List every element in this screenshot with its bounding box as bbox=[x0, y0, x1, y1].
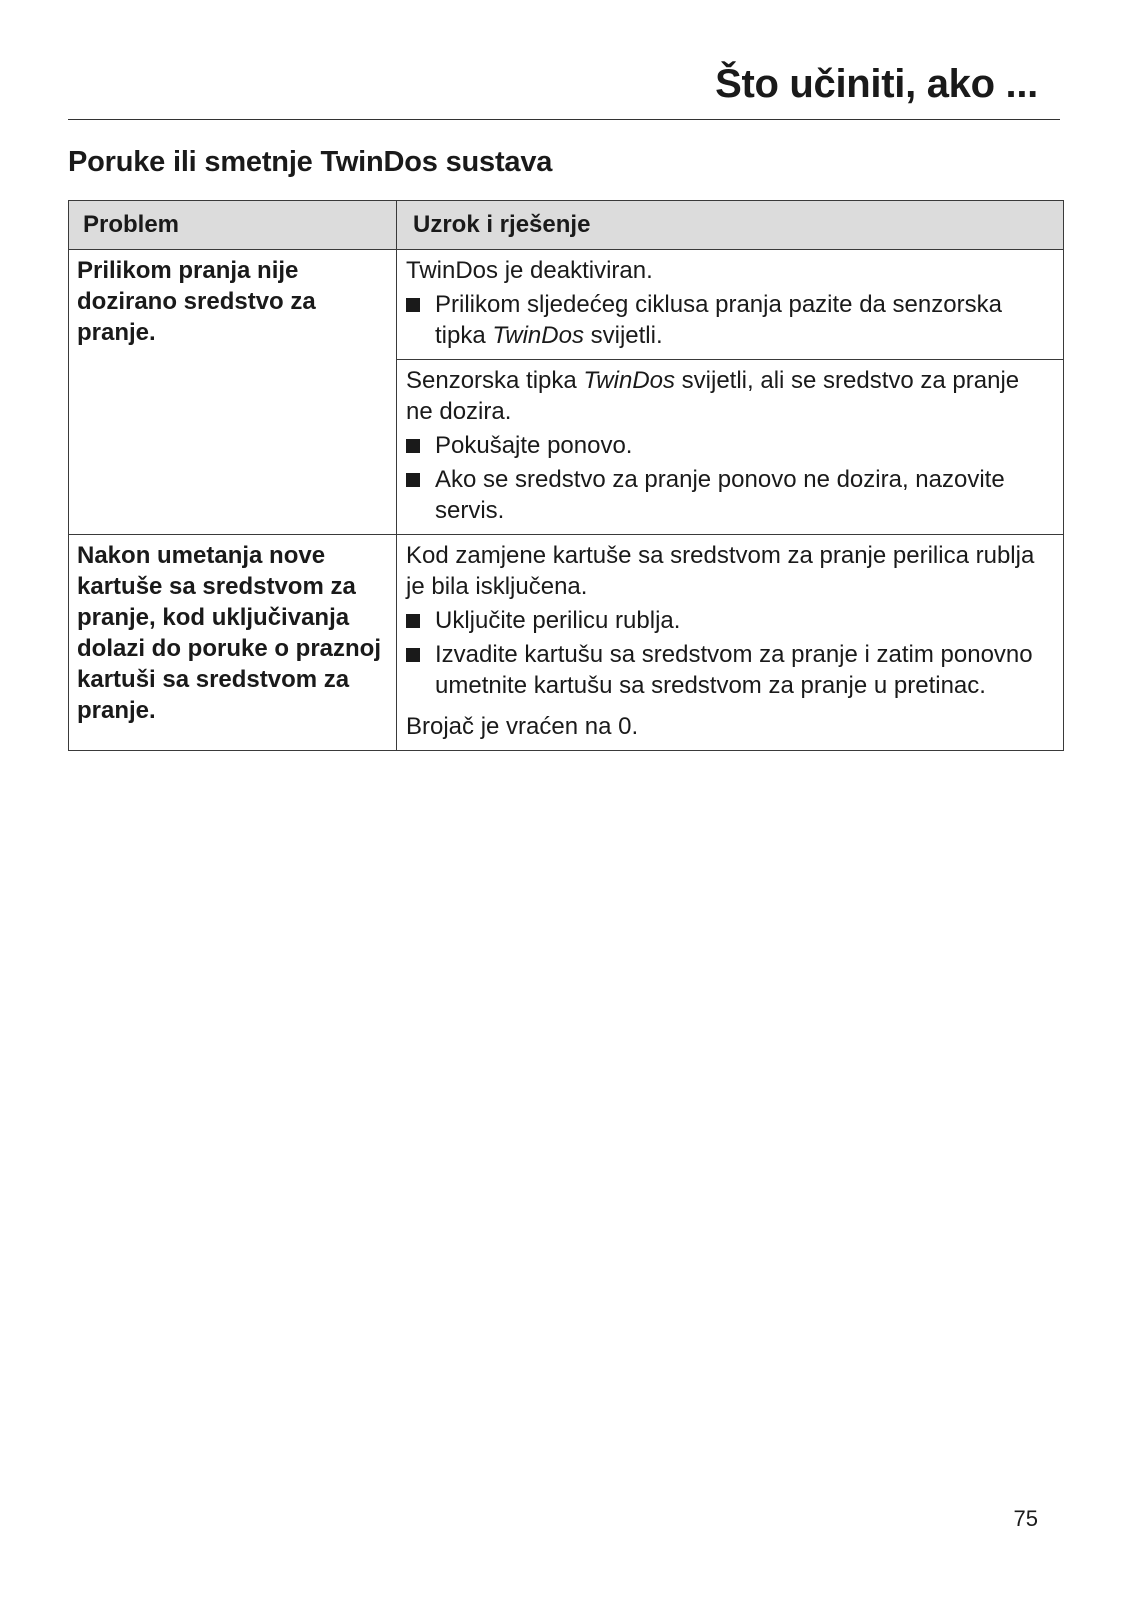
cause-text-after: svijetli, ali se sredstvo za pranje ne dozira. bbox=[406, 367, 1020, 425]
header-problem: Problem bbox=[69, 201, 397, 250]
square-bullet-icon bbox=[406, 614, 420, 628]
action-text-before: Prilikom sljedećeg ciklusa pranja pazite da senzorska tipka bbox=[435, 291, 1002, 349]
action-list bbox=[406, 430, 1051, 526]
action-item bbox=[406, 430, 1051, 461]
action-text: Izvadite kartušu sa sredstvom za pranje i zatim ponovno umetnite kartušu sa sredstvom za pranje u pretinac. bbox=[435, 641, 1033, 699]
cause-text-before: Senzorska tipka bbox=[406, 367, 584, 394]
header-divider bbox=[68, 119, 1060, 120]
page-number: 75 bbox=[1013, 1506, 1038, 1531]
cause-text bbox=[406, 365, 1051, 427]
table-header-row bbox=[69, 201, 1064, 250]
cause-text: TwinDos je deaktiviran. bbox=[406, 257, 653, 284]
action-text: Ako se sredstvo za pranje ponovo ne dozira, nazovite servis. bbox=[435, 466, 1005, 524]
header-cause-solution: Uzrok i rješenje bbox=[397, 201, 1064, 250]
troubleshooting-table bbox=[68, 200, 1064, 751]
action-item bbox=[406, 289, 1051, 351]
table-row bbox=[69, 250, 1064, 360]
action-text-emphasis: TwinDos bbox=[492, 322, 584, 349]
cause-text: Kod zamjene kartuše sa sredstvom za pranje perilica rublja je bila isključena. bbox=[406, 542, 1035, 600]
square-bullet-icon bbox=[406, 439, 420, 453]
square-bullet-icon bbox=[406, 473, 420, 487]
action-item bbox=[406, 605, 1051, 636]
solution-cell bbox=[397, 250, 1064, 360]
solution-cell bbox=[397, 535, 1064, 751]
square-bullet-icon bbox=[406, 648, 420, 662]
action-item bbox=[406, 639, 1051, 701]
section-title: Poruke ili smetnje TwinDos sustava bbox=[68, 146, 553, 178]
problem-cell: Prilikom pranja nije dozirano sredstvo za pranje. bbox=[69, 250, 397, 535]
action-text: Pokušajte ponovo. bbox=[435, 432, 633, 459]
solution-cell bbox=[397, 360, 1064, 535]
result-note: Brojač je vraćen na 0. bbox=[406, 713, 639, 740]
action-text: Uključite perilicu rublja. bbox=[435, 607, 681, 634]
problem-cell: Nakon umetanja nove kartuše sa sredstvom za pranje, kod uključivanja dolazi do poruke o praznoj kartuši sa sredstvom za pranje. bbox=[69, 535, 397, 751]
action-list bbox=[406, 289, 1051, 351]
square-bullet-icon bbox=[406, 298, 420, 312]
cause-text-emphasis: TwinDos bbox=[583, 367, 675, 394]
table-row bbox=[69, 535, 1064, 751]
action-text-after: svijetli. bbox=[583, 322, 663, 349]
chapter-title: Što učiniti, ako ... bbox=[715, 62, 1038, 106]
action-item bbox=[406, 464, 1051, 526]
action-list bbox=[406, 605, 1051, 701]
